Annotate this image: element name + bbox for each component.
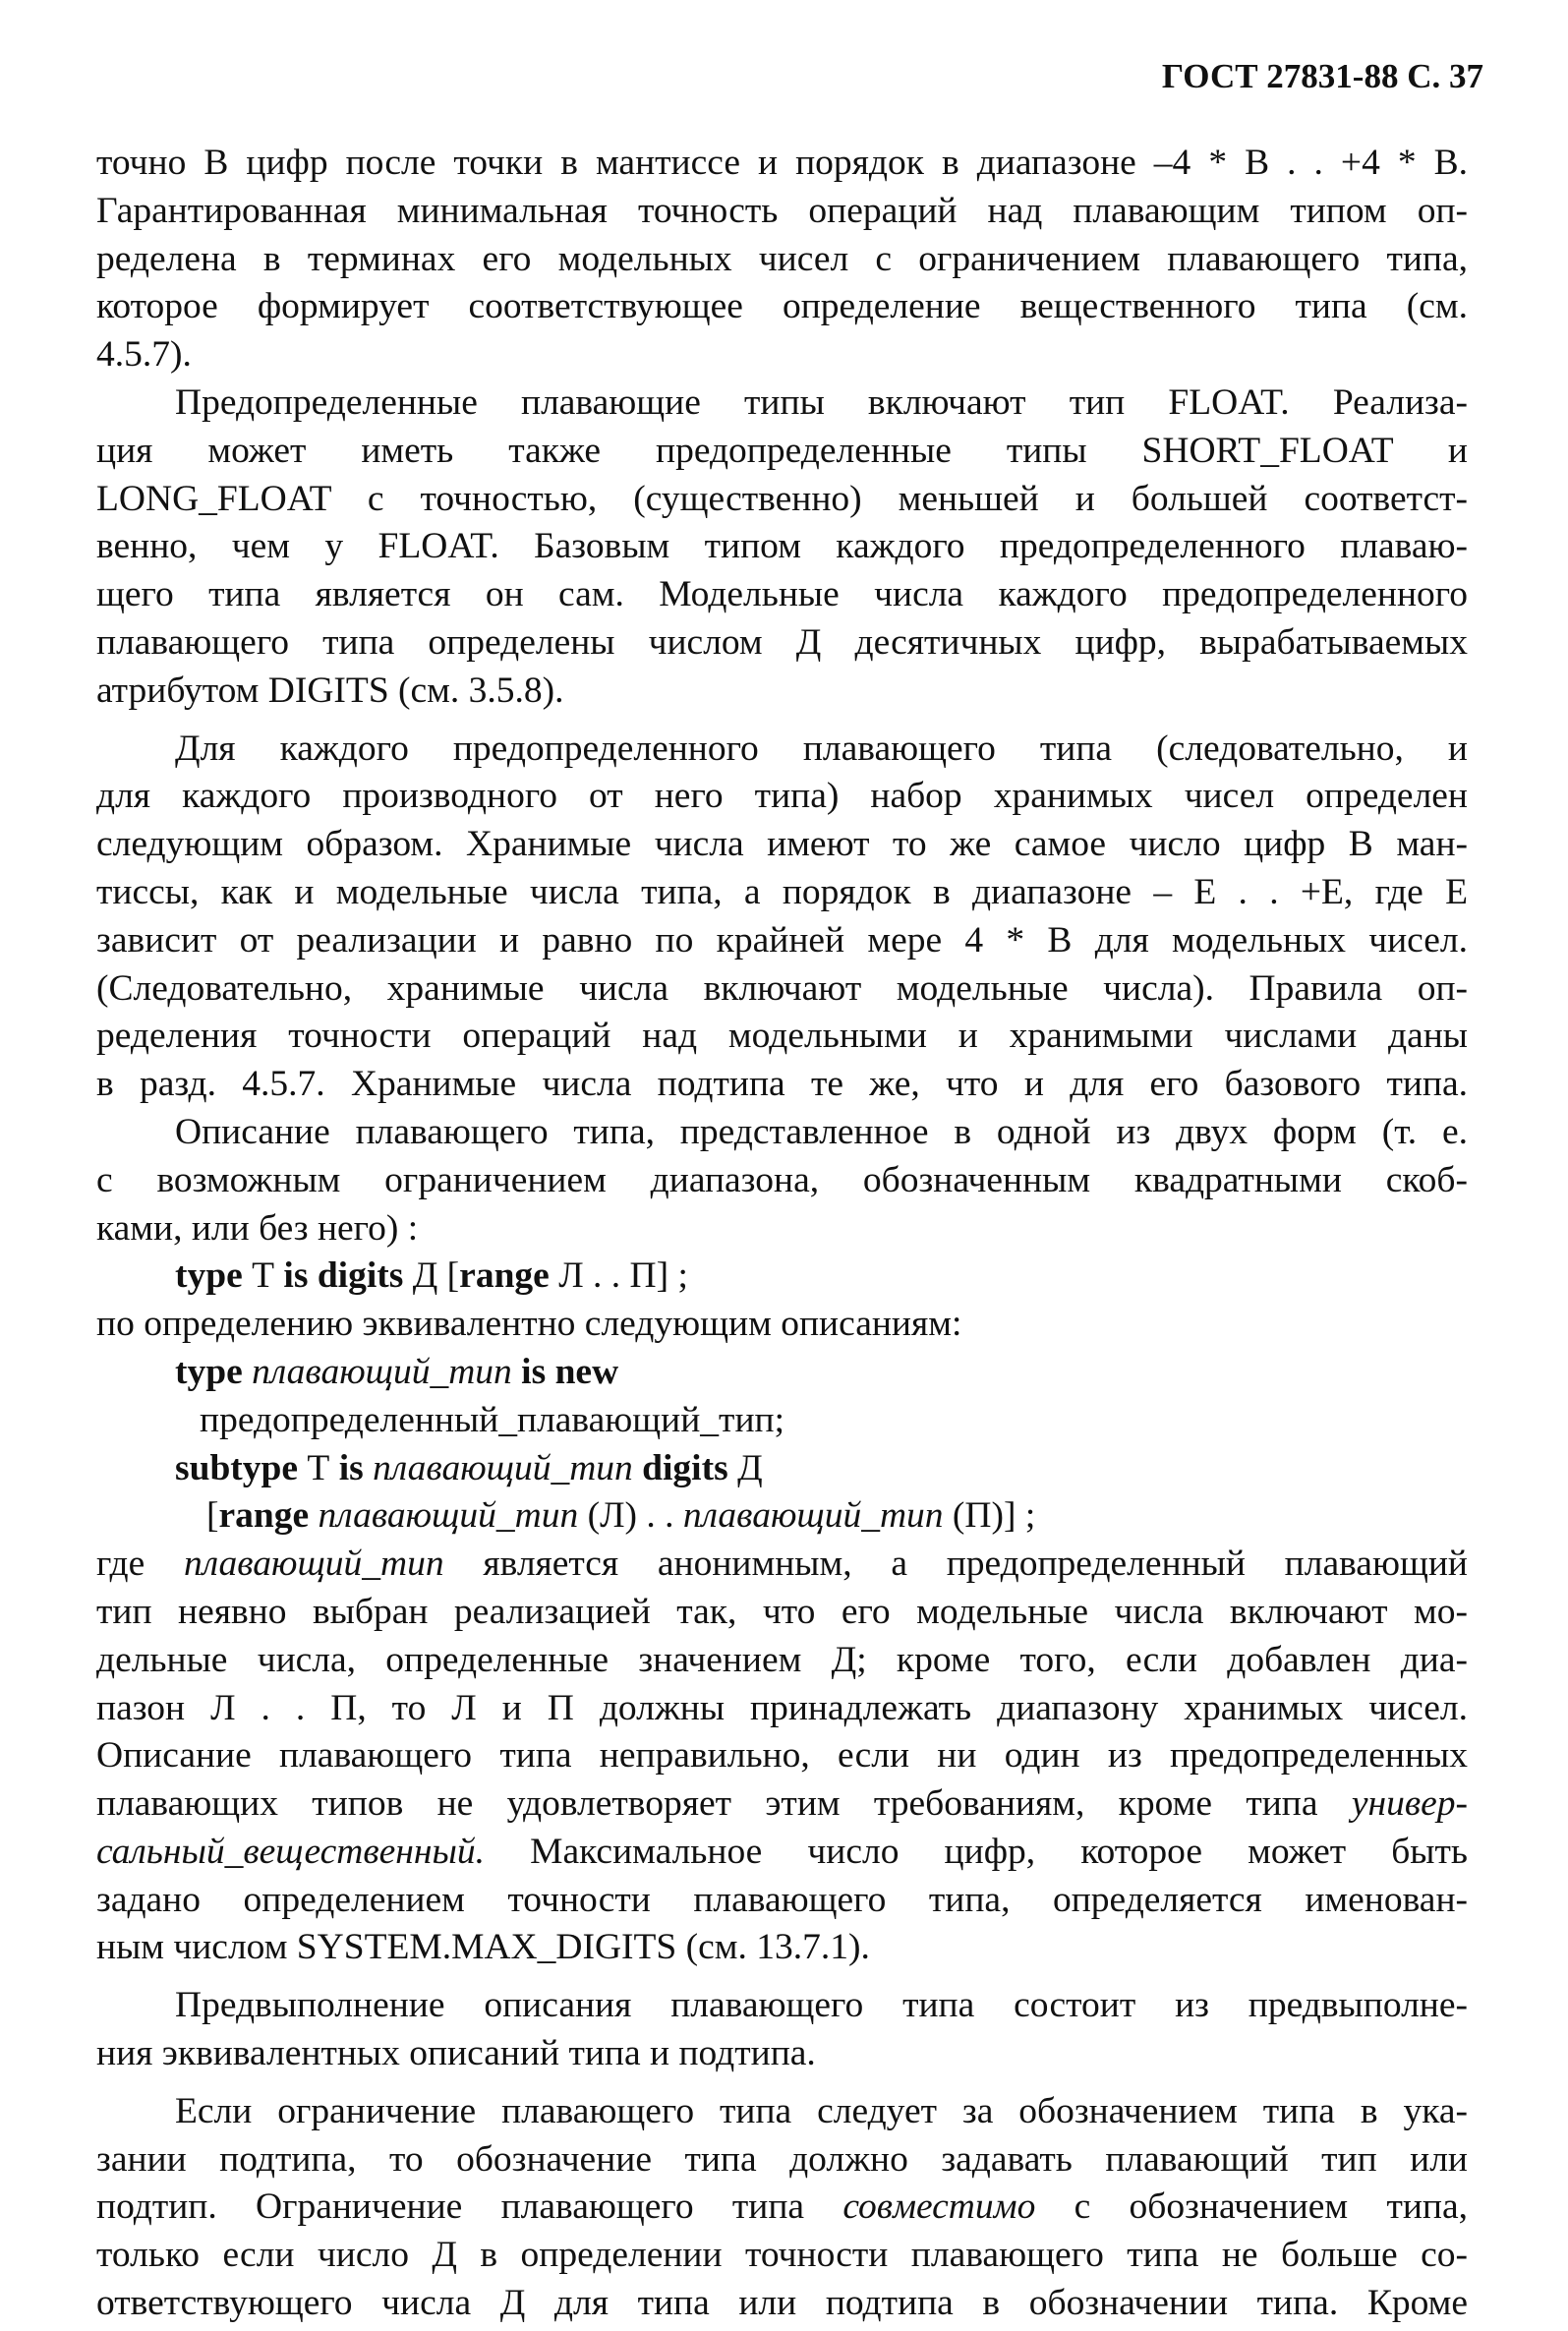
- text-line: задано определением точности плавающего типа, определяется именован-: [96, 1879, 1468, 1920]
- page-header: ГОСТ 27831-88 С. 37: [1161, 57, 1483, 95]
- text-line: Если ограничение плавающего типа следует за обозначением типа в ука-: [175, 2090, 1468, 2131]
- code-declaration: [96, 1349, 1468, 1397]
- code-identifier: плавающий_тип: [252, 1351, 512, 1392]
- keyword: range: [459, 1255, 550, 1297]
- italic-term: универ-: [1351, 1783, 1468, 1825]
- italic-term: сальный_вещественный.: [96, 1831, 486, 1872]
- code-text: [309, 1495, 318, 1536]
- keyword: digits: [642, 1447, 728, 1488]
- code-text: Т: [298, 1447, 339, 1488]
- keyword: digits: [317, 1255, 404, 1297]
- keyword: type: [175, 1351, 243, 1392]
- keyword: new: [554, 1351, 619, 1392]
- keyword: range: [218, 1495, 310, 1537]
- code-text: [: [206, 1495, 219, 1537]
- text-line: Гарантированная минимальная точность операций над плавающим типом оп-: [96, 190, 1468, 231]
- text-line: атрибутом DIGITS (см. 3.5.8).: [96, 670, 564, 711]
- italic-term: плавающий_тип: [183, 1544, 444, 1585]
- text-line: 4.5.7).: [96, 334, 192, 376]
- text-run: с обозначением типа,: [1035, 2186, 1468, 2228]
- text-line: тип неявно выбран реализацией так, что его модельные числа включают мо-: [96, 1591, 1468, 1632]
- code-declaration: [96, 1492, 1468, 1541]
- text-line: Предопределенные плавающие типы включают тип FLOAT. Реализа-: [175, 381, 1468, 423]
- text-line: Предвыполнение описания плавающего типа состоит из предвыполне-: [175, 1985, 1468, 2026]
- code-text: (Л) . .: [578, 1495, 683, 1537]
- code-text: [546, 1352, 554, 1392]
- text-line: [96, 1780, 1468, 1829]
- text-line: (Следовательно, хранимые числа включают модельные числа). Правила оп-: [96, 967, 1468, 1009]
- text-line: [96, 2184, 1468, 2232]
- code-text: [364, 1448, 373, 1488]
- code-text: [512, 1352, 521, 1392]
- code-text: [633, 1448, 642, 1488]
- text-line: [96, 1541, 1468, 1589]
- code-declaration: [96, 1445, 1468, 1493]
- text-run: где: [96, 1544, 184, 1585]
- code-text: [308, 1255, 317, 1296]
- keyword: subtype: [175, 1447, 299, 1488]
- text-line: в разд. 4.5.7. Хранимые числа подтипа те же, что и для его базового типа.: [96, 1064, 1468, 1105]
- text-line: зависит от реализации и равно по крайней мере 4 * В для модельных чисел.: [96, 919, 1468, 961]
- text-line: ределена в терминах его модельных чисел с ограничением плавающего типа,: [96, 238, 1468, 279]
- text-line: Описание плавающего типа неправильно, если ни один из предопределенных: [96, 1735, 1468, 1777]
- text-line: ределения точности операций над модельными и хранимыми числами даны: [96, 1016, 1468, 1057]
- code-declaration: [96, 1253, 1468, 1301]
- code-text: Л . . П] ;: [549, 1255, 688, 1297]
- code-text: Д [: [403, 1255, 460, 1297]
- text-line: с возможным ограничением диапазона, обозначенным квадратными скоб-: [96, 1159, 1468, 1200]
- keyword: type: [175, 1255, 243, 1297]
- text-line: ния эквивалентных описаний типа и подтипа.: [96, 2033, 816, 2074]
- text-line: пазон Л . . П, то Л и П должны принадлежать диапазону хранимых чисел.: [96, 1687, 1468, 1728]
- keyword: is: [283, 1255, 309, 1297]
- code-identifier: плавающий_тип: [318, 1495, 579, 1537]
- code-text: Д: [727, 1447, 763, 1488]
- text-run: является анонимным, а предопределенный плавающий: [443, 1544, 1468, 1585]
- text-line: которое формирует соответствующее определение вещественного типа (см.: [96, 286, 1468, 327]
- text-run: подтип. Ограничение плавающего типа: [96, 2186, 843, 2228]
- text-line: ками, или без него) :: [96, 1207, 419, 1249]
- text-line: Для каждого предопределенного плавающего типа (следовательно, и: [175, 728, 1468, 769]
- text-line: для каждого производного от него типа) набор хранимых чисел определен: [96, 776, 1468, 817]
- code-text: (П)] ;: [943, 1495, 1036, 1537]
- text-line: по определению эквивалентно следующим описаниям:: [96, 1304, 962, 1345]
- text-line: тиссы, как и модельные числа типа, а порядок в диапазоне – Е . . +Е, где Е: [96, 871, 1468, 912]
- text-line: точно В цифр после точки в мантиссе и порядок в диапазоне –4 * В . . +4 * В.: [96, 143, 1468, 183]
- page-body: [96, 140, 1468, 2328]
- code-line: предопределенный_плавающий_тип;: [200, 1399, 785, 1440]
- text-line: плавающего типа определены числом Д десятичных цифр, вырабатываемых: [96, 621, 1468, 663]
- text-line: ция может иметь также предопределенные типы SHORT_FLOAT и: [96, 430, 1468, 471]
- keyword: is: [338, 1447, 364, 1488]
- text-line: зании подтипа, то обозначение типа должно задавать плавающий тип или: [96, 2138, 1468, 2180]
- text-line: венно, чем у FLOAT. Базовым типом каждого предопределенного плаваю-: [96, 526, 1468, 567]
- text-run: плавающих типов не удовлетворяет этим требованиям, кроме типа: [96, 1783, 1352, 1825]
- code-text: [243, 1352, 252, 1392]
- text-line: ответствующего числа Д для типа или подтипа в обозначении типа. Кроме: [96, 2283, 1468, 2324]
- text-line: [96, 1829, 1468, 1877]
- text-line: дельные числа, определенные значением Д; кроме того, если добавлен диа-: [96, 1639, 1468, 1680]
- keyword: is: [521, 1351, 547, 1392]
- italic-term: совместимо: [842, 2186, 1036, 2228]
- code-identifier: плавающий_тип: [373, 1447, 633, 1488]
- text-line: ным числом SYSTEM.MAX_DIGITS (см. 13.7.1).: [96, 1927, 870, 1968]
- text-line: щего типа является он сам. Модельные числа каждого предопределенного: [96, 574, 1468, 615]
- text-line: Описание плавающего типа, представленное в одной из двух форм (т. е.: [175, 1111, 1468, 1152]
- code-text: Т: [242, 1255, 284, 1297]
- text-run: Максимальное число цифр, которое может быть: [485, 1831, 1468, 1872]
- code-identifier: плавающий_тип: [682, 1495, 944, 1537]
- text-line: LONG_FLOAT с точностью, (существенно) меньшей и большей соответст-: [96, 478, 1468, 519]
- text-line: следующим образом. Хранимые числа имеют то же самое число цифр В ман-: [96, 824, 1468, 865]
- text-line: только если число Д в определении точности плавающего типа не больше со-: [96, 2235, 1468, 2276]
